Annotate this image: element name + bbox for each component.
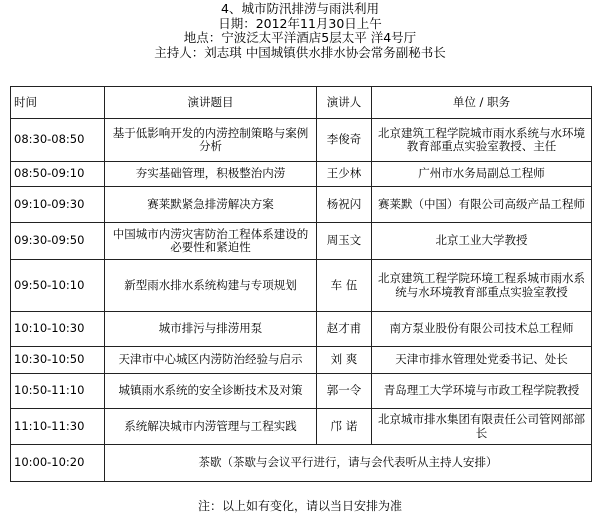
row-title: 城市排污与排涝用泵 bbox=[105, 312, 317, 347]
row-unit: 天津市排水管理处党委书记、处长 bbox=[372, 347, 592, 374]
row-speaker: 郭一令 bbox=[317, 374, 372, 409]
row-unit: 北京建筑工程学院城市雨水系统与水环境教育部重点实验室教授、主任 bbox=[372, 119, 592, 162]
table-row bbox=[11, 260, 592, 312]
row-time: 09:10-09:30 bbox=[11, 187, 105, 223]
session-host: 主持人：刘志琪 中国城镇供水排水协会常务副秘书长 bbox=[154, 44, 446, 60]
row-title: 赛莱默紧急排涝解决方案 bbox=[105, 187, 317, 223]
row-time: 09:50-10:10 bbox=[11, 260, 105, 312]
row-title: 城镇雨水系统的安全诊断技术及对策 bbox=[105, 374, 317, 409]
table-row bbox=[11, 347, 592, 374]
row-unit: 北京工业大学教授 bbox=[372, 223, 592, 260]
row-time: 11:10-11:30 bbox=[11, 409, 105, 445]
footer-note: 注：以上如有变化，请以当日安排为准 bbox=[197, 499, 402, 513]
row-speaker: 周玉文 bbox=[317, 223, 372, 260]
row-unit: 南方泵业股份有限公司技术总工程师 bbox=[372, 312, 592, 347]
row-unit: 北京城市排水集团有限责任公司管网部部长 bbox=[372, 409, 592, 445]
session-location: 地点：宁波泛太平洋酒店5层太平 洋4号厅 bbox=[183, 30, 417, 45]
break-time: 10:00-10:20 bbox=[11, 445, 105, 482]
row-time: 10:50-11:10 bbox=[11, 374, 105, 409]
row-speaker: 李俊奇 bbox=[317, 119, 372, 162]
program-header bbox=[0, 2, 600, 60]
break-row bbox=[11, 445, 592, 482]
row-speaker: 赵才甫 bbox=[317, 312, 372, 347]
row-speaker: 杨祝闪 bbox=[317, 187, 372, 223]
row-unit: 北京建筑工程学院环境工程系城市雨水系统与水环境教育部重点实验室教授 bbox=[372, 260, 592, 312]
header-speaker: 演讲人 bbox=[317, 87, 372, 119]
row-title: 中国城市内涝灾害防治工程体系建设的必要性和紧迫性 bbox=[105, 223, 317, 260]
table-row bbox=[11, 187, 592, 223]
table-row bbox=[11, 162, 592, 187]
row-title: 夯实基础管理，积极整治内涝 bbox=[105, 162, 317, 187]
row-time: 10:30-10:50 bbox=[11, 347, 105, 374]
table-header-row bbox=[11, 87, 592, 119]
session-date: 日期：2012年11月30日上午 bbox=[218, 15, 382, 31]
row-speaker: 刘 爽 bbox=[317, 347, 372, 374]
table-row bbox=[11, 409, 592, 445]
row-speaker: 车 伍 bbox=[317, 260, 372, 312]
schedule-table bbox=[10, 86, 592, 482]
header-time: 时间 bbox=[11, 87, 105, 119]
row-speaker: 王少林 bbox=[317, 162, 372, 187]
row-time: 08:30-08:50 bbox=[11, 119, 105, 162]
row-time: 10:10-10:30 bbox=[11, 312, 105, 347]
row-time: 08:50-09:10 bbox=[11, 162, 105, 187]
section-title: 4、城市防汛排涝与雨洪利用 bbox=[221, 1, 379, 16]
table-row bbox=[11, 312, 592, 347]
break-text: 茶歇（茶歇与会议平行进行，请与会代表听从主持人安排） bbox=[105, 445, 592, 482]
header-unit: 单位 / 职务 bbox=[372, 87, 592, 119]
table-row bbox=[11, 374, 592, 409]
table-row bbox=[11, 119, 592, 162]
row-time: 09:30-09:50 bbox=[11, 223, 105, 260]
row-title: 系统解决城市内涝管理与工程实践 bbox=[105, 409, 317, 445]
header-title: 演讲题目 bbox=[105, 87, 317, 119]
row-speaker: 邝 诺 bbox=[317, 409, 372, 445]
table-row bbox=[11, 223, 592, 260]
row-title: 天津市中心城区内涝防治经验与启示 bbox=[105, 347, 317, 374]
row-title: 基于低影响开发的内涝控制策略与案例分析 bbox=[105, 119, 317, 162]
row-unit: 青岛理工大学环境与市政工程学院教授 bbox=[372, 374, 592, 409]
row-unit: 赛莱默（中国）有限公司高级产品工程师 bbox=[372, 187, 592, 223]
row-unit: 广州市水务局副总工程师 bbox=[372, 162, 592, 187]
row-title: 新型雨水排水系统构建与专项规划 bbox=[105, 260, 317, 312]
